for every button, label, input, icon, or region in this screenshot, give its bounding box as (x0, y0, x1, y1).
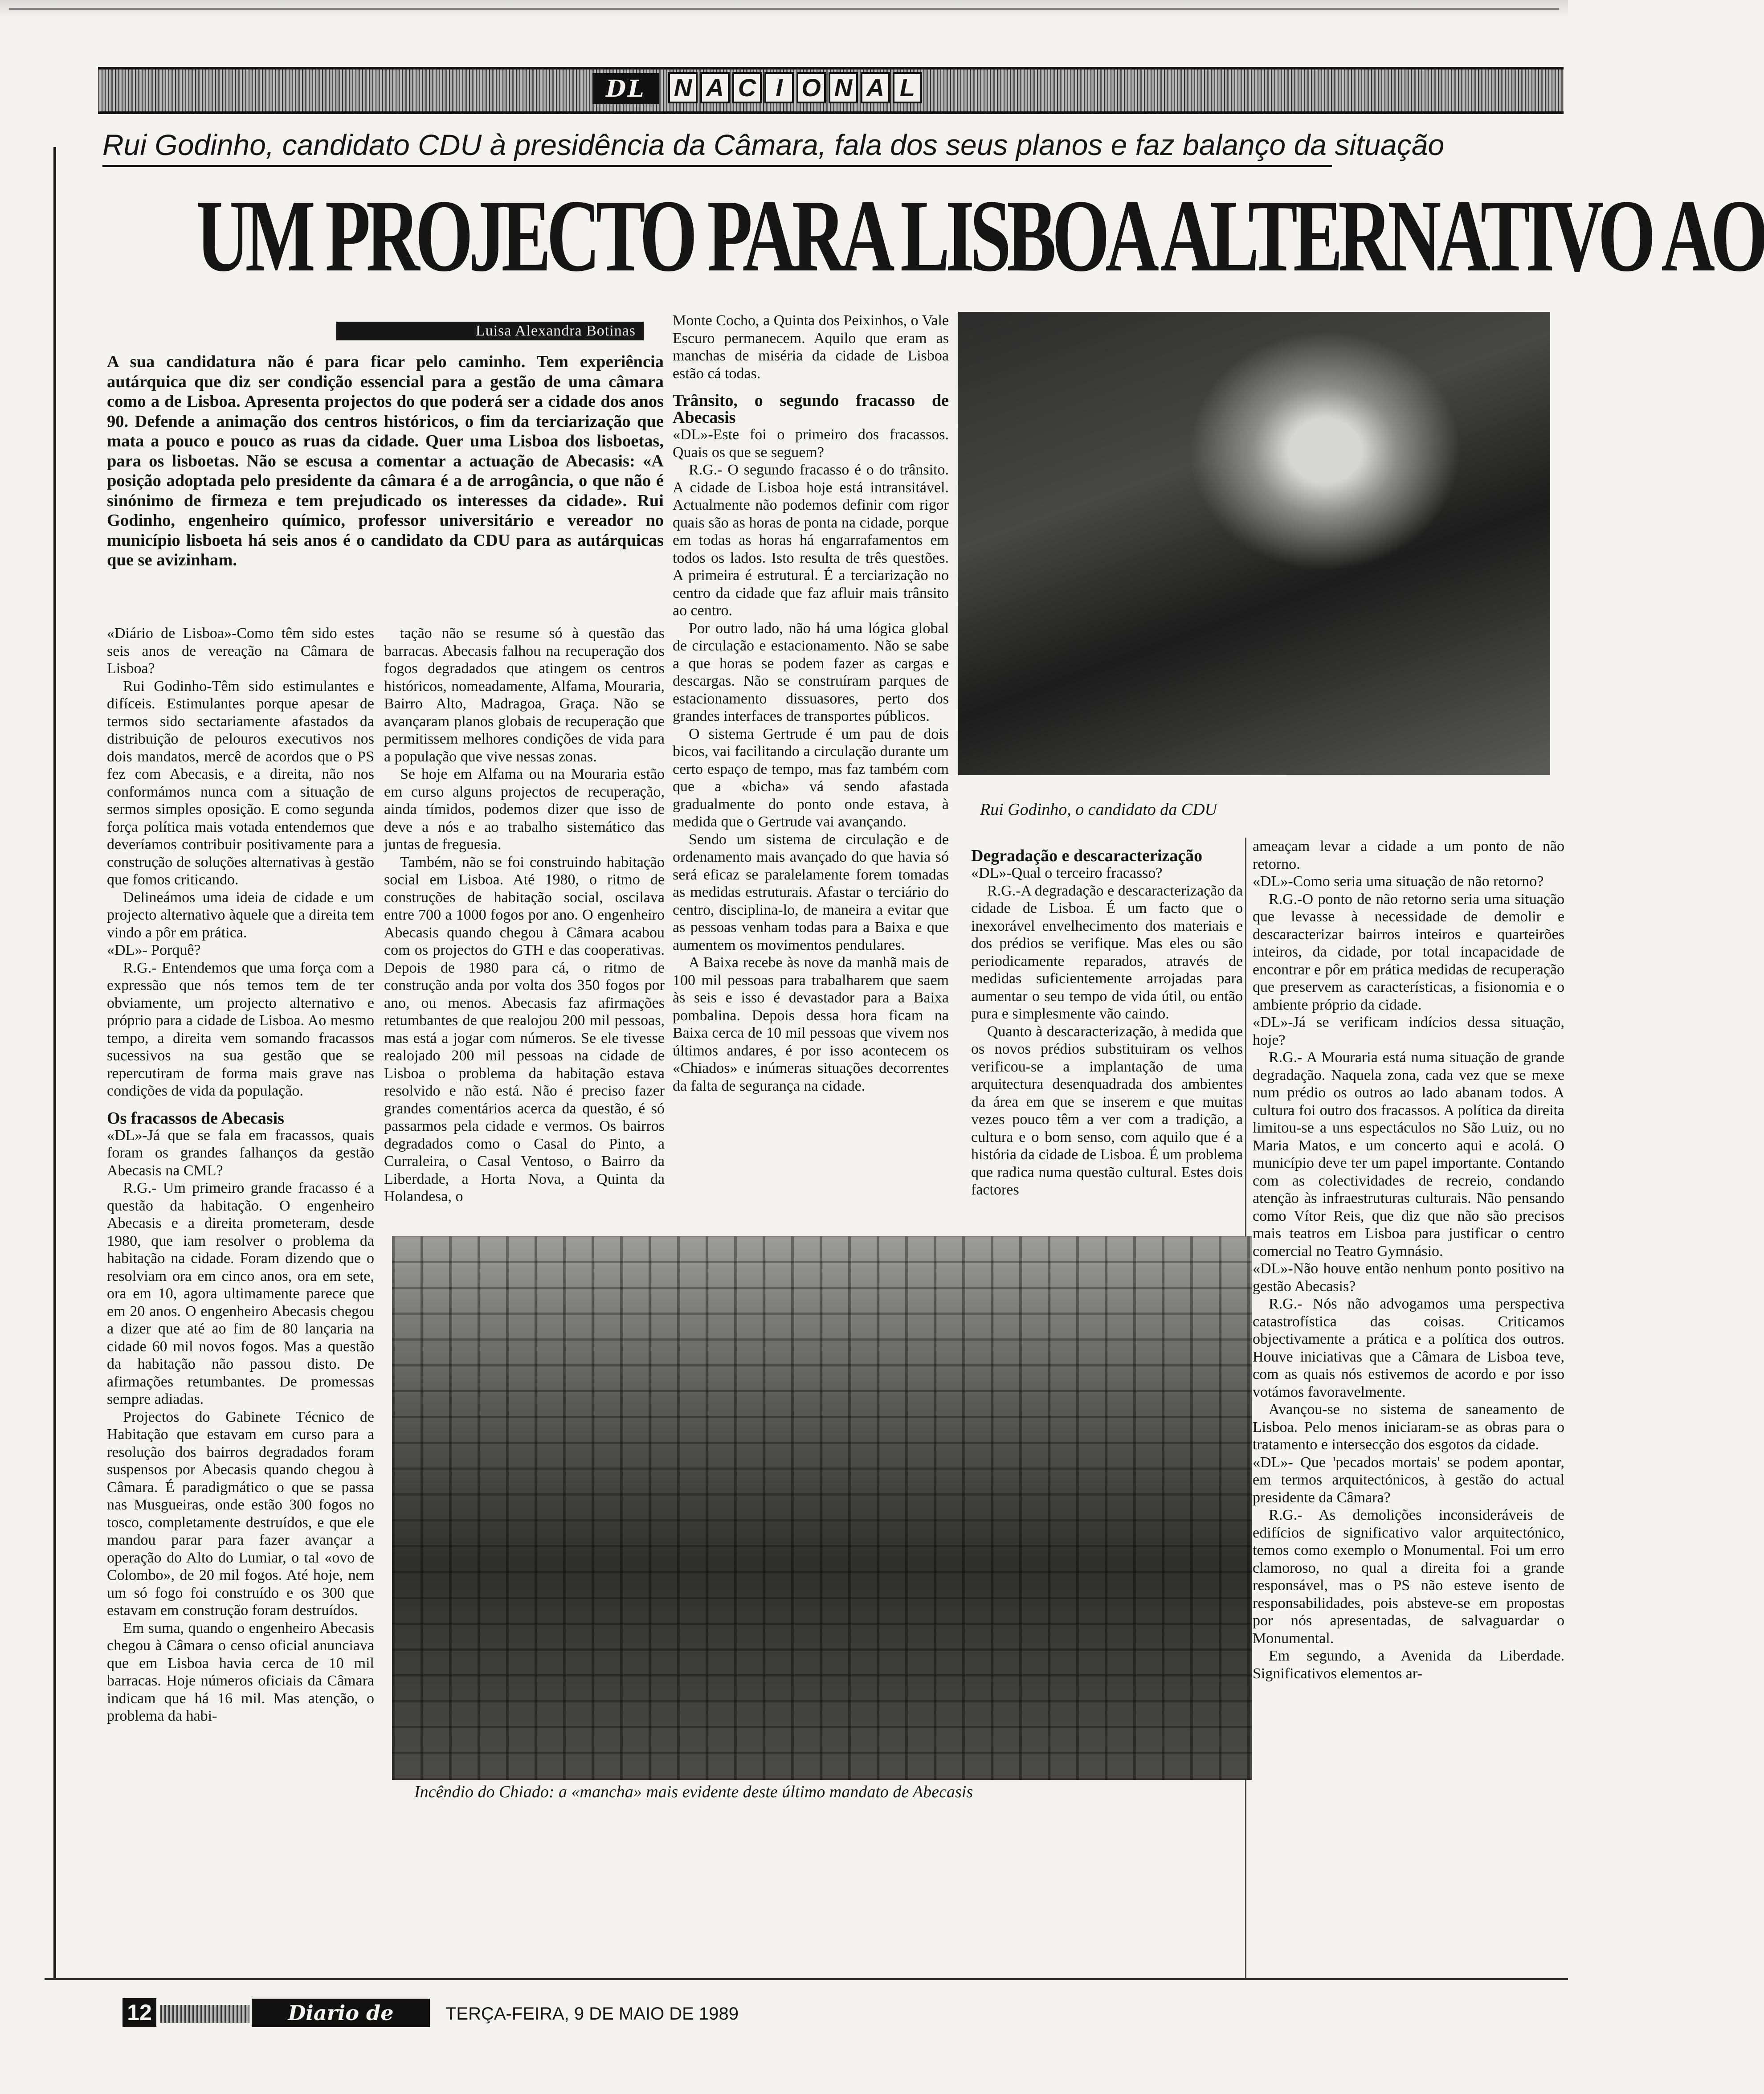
interview-question: «DL»-Como seria uma situação de não retorno? (1253, 873, 1544, 890)
article-column-3 (673, 312, 949, 1225)
paragraph: A Baixa recebe às nove da manhã mais de 100 mil pessoas para trabalharem que saem às seis e isso é devastador para a Baixa pombalina. Depois dessa hora ficam na Baixa cerca de 10 mil pessoas que vivem nos últimos andares, é por isso acontecem os «Chiados» e inúmeras situações decorrentes da falta de segurança na cidade. (673, 954, 949, 1094)
interview-question: «DL»-Este foi o primeiro dos fracassos. Quais os que se seguem? (673, 426, 949, 461)
page-number: 12 (122, 1998, 156, 2027)
paragraph: Se hoje em Alfama ou na Mouraria estão em curso alguns projectos de recuperação, ainda tímidos, podemos dizer que isso de deve a nós e ao trabalho sistemático das juntas de freguesia. (384, 766, 665, 853)
footer-pattern (160, 2005, 249, 2023)
article-column-4 (971, 838, 1243, 1230)
newspaper-masthead: Diario de Lisboa (252, 1999, 430, 2027)
paragraph: Projectos do Gabinete Técnico de Habitação que estavam em curso para a resolução dos bairros degradados foram suspensos por Abecasis quando chegou à Câmara. É paradigmático o que se passa nas Musgueiras, onde estão 300 fogos no tosco, completamente destruídos, e que ele mandou parar para fazer avançar a operação do Alto do Lumiar, o tal «ovo de Colombo», de 20 mil fogos. Até hoje, nem um só fogo foi construído e os 300 que estavam em construção foram destruídos. (107, 1408, 374, 1619)
paragraph: ameaçam levar a cidade a um ponto de não retorno. (1253, 838, 1564, 872)
section-letter: O (796, 72, 826, 103)
section-title (668, 72, 925, 104)
section-letter: I (764, 72, 794, 103)
section-letter: C (732, 72, 762, 103)
interview-question: «DL»-Qual o terceiro fracasso? (971, 865, 1163, 881)
paragraph: Por outro lado, não há uma lógica global de circulação e estacionamento. Não se sabe a que horas se podem fazer as cargas e descargas. Não se construíram parques de estacionamento dissuasores, perto dos grandes interfaces de transportes públicos. (673, 620, 949, 724)
paragraph: Em suma, quando o engenheiro Abecasis chegou à Câmara o censo oficial anunciava que em Lisboa havia cerca de 10 mil barracas. Hoje números oficiais da Câmara indicam que há 16 mil. Mas atenção, o problema da habi- (107, 1620, 374, 1724)
article-column-5 (1253, 838, 1564, 1978)
interview-question: «Diário de Lisboa»-Como têm sido estes seis anos de vereação na Câmara de Lisboa? (107, 625, 374, 677)
paragraph: Quanto à descaracterização, à medida que os novos prédios substituiram os velhos verificou-se a implantação de uma arquitectura desenquadrada dos ambientes da área em que se inserem e que muitas vezes pouco têm a ver com a tradição, a cultura e o bom senso, com aquilo que é a história da cidade de Lisboa. É um problema que radica numa questão cultural. Estes dois factores (971, 1023, 1243, 1198)
footer-rule (45, 1978, 1568, 1980)
paragraph: tação não se resume só à questão das barracas. Abecasis falhou na recuperação dos fogos degradados que atingem os centros históricos, nomeadamente, Alfama, Mouraria, Bairro Alto, Madragoa, Graça. Não se avançaram planos globais de recuperação que permitissem melhores condições de vida para a população que vive nessas zonas. (384, 625, 665, 765)
headline: UM PROJECTO PARA LISBOA ALTERNATIVO AO (196, 179, 1764, 293)
paragraph: R.G.-A degradação e descaracterização da cidade de Lisboa. É um facto que o inexorável envelhecimento dos materiais e dos prédios se verifique. Mas eles ou são periodicamente reparados, através de medidas suficientemente arrojadas para aumentar o seu tempo de vida útil, ou então pura e simplesmente vão caindo. (971, 882, 1243, 1022)
section-letter: N (668, 72, 698, 103)
photo-caption: Rui Godinho, o candidato da CDU (980, 800, 1217, 819)
paragraph: R.G.- Entendemos que uma força com a expressão que nós temos tem de ter obviamente, um projecto alternativo e próprio para a cidade de Lisboa. Ao mesmo tempo, a direita vem somando fracassos sucessivos na sua gestão que se repercutiram de forma mais grave nas condições de vida da população. (107, 959, 374, 1099)
paragraph: R.G.- Nós não advogamos uma perspectiva catastrofística das coisas. Criticamos objectivamente a prática e a política dos outros. Houve iniciativas que a Câmara de Lisboa teve, com as quais nós estivemos de acordo e por isso votámos favoravelmente. (1253, 1296, 1564, 1400)
scan-edge-line (9, 8, 1559, 10)
interview-question: «DL»- Que 'pecados mortais' se podem apontar, em termos arquitectónicos, à gestão do actual presidente da Câmara? (1253, 1454, 1564, 1506)
paragraph: R.G.- As demolições inconsideráveis de edifícios de significativo valor arquitectónico, temos como exemplo o Monumental. Foi um erro clamoroso, no qual a direita foi a grande responsável, mas o PS não esteve isento de responsabilidades, pois absteve-se em propostas por nós apresentadas, de salvaguardar o Monumental. (1253, 1507, 1564, 1647)
column-rule (53, 147, 56, 1978)
subheading: Degradação e descaracterização (971, 847, 1203, 865)
interview-question: «DL»- Porquê? (107, 942, 201, 958)
lead-paragraph: A sua candidatura não é para ficar pelo caminho. Tem experiência autárquica que diz ser condição essencial para a gestão de uma câmara como a de Lisboa. Apresenta projectos do que poderá ser a cidade dos anos 90. Defende a animação dos centros históricos, o fim da terciarização que mata a pouco e pouco as ruas da cidade. Quer uma Lisboa dos lisboetas, para os lisboetas. Não se escusa a comentar a actuação de Abecasis: «A posição adoptada pelo presidente da câmara é a de arrogância, o que não é sinónimo de firmeza e tem prejudicado os interesses da cidade». Rui Godinho, engenheiro químico, professor universitário e vereador no município lisboeta há seis anos é o candidato da CDU para as autárquicas que se avizinham. (107, 352, 664, 569)
article-column-2 (384, 625, 665, 1222)
article-column-1 (107, 625, 374, 1979)
paragraph: Sendo um sistema de circulação e de ordenamento mais avançado do que havia só será eficaz se paralelamente forem tomadas as medidas estruturais. Afastar o terciário do centro, disciplina-lo, de maneira a evitar que as pessoas venham todas para a Baixa e que aumentem os movimentos pendulares. (673, 831, 949, 953)
interview-question: «DL»-Já que se fala em fracassos, quais foram os grandes falhanços da gestão Abecasis na CML? (107, 1127, 374, 1179)
paragraph: Delineámos uma ideia de cidade e um projecto alternativo àquele que a direita tem vindo a pôr em prática. (107, 889, 374, 941)
paragraph: O sistema Gertrude é um pau de dois bicos, vai facilitando a circulação durante um certo espaço de tempo, mas faz também com que a «bicha» vá sendo afastada gradualmente do ponto onde estava, à medida que o Gertrude vai avançando. (673, 725, 949, 830)
photo-caption: Incêndio do Chiado: a «mancha» mais evidente deste último mandato de Abecasis (414, 1783, 973, 1801)
subheading: Os fracassos de Abecasis (107, 1108, 284, 1128)
paragraph: R.G.- O segundo fracasso é o do trânsito. A cidade de Lisboa hoje está intransitável. Actualmente não podemos definir com rigor quais são as horas de ponta na cidade, porque em todas as horas há engarrafamentos em todos os lados. Isto resulta de três questões. A primeira é estrutural. É a terciarização no centro da cidade que faz afluir mais trânsito ao centro. (673, 462, 949, 619)
dl-logo: DL (592, 73, 659, 104)
interview-question: «DL»-Já se verificam indícios dessa situação, hoje? (1253, 1014, 1564, 1048)
byline: Luisa Alexandra Botinas (336, 322, 644, 340)
issue-date: TERÇA-FEIRA, 9 DE MAIO DE 1989 (445, 2004, 739, 2024)
paragraph: Avançou-se no sistema de saneamento de Lisboa. Pelo menos iniciaram-se as obras para o tratamento e intersecção dos esgotos da cidade. (1253, 1401, 1564, 1453)
paragraph: R.G.- A Mouraria está numa situação de grande degradação. Naquela zona, cada vez que se mexe num prédio os outros ao lado abanam todos. A cultura foi outro dos fracassos. A política da direita limitou-se a uns espectáculos no São Luiz, ou no Maria Matos, e um concerto aqui e acolá. O município deve ter um papel importante. Contando com as colectividades de recreio, condando atenção às infraestruturas culturais. Não pensando como Vítor Reis, que diz que não são precisos mais teatros em Lisboa para justificar o centro comercial no Teatro Gymnásio. (1253, 1049, 1564, 1260)
paragraph: Rui Godinho-Têm sido estimulantes e difíceis. Estimulantes porque apesar de termos sido sectariamente afastados da distribuição de pelouros executivos nos dois mandatos, mercê de acordos que o PS fez com Abecasis, e a direita, não nos conformámos nunca com a situação de sermos simples oposição. E como segunda força política mais votada entendemos que deveríamos contribuir positivamente para a construção de soluções alternativas à gestão que fomos criticando. (107, 678, 374, 888)
section-letter: A (700, 72, 730, 103)
section-letter: L (893, 72, 922, 103)
chiado-fire-photo (392, 1236, 1252, 1780)
paragraph: R.G.- Um primeiro grande fracasso é a questão da habitação. O engenheiro Abecasis e a direita prometeram, desde 1980, que iam resolver o problema da habitação na cidade. Foram dizendo que o resolviam ora em cinco anos, ora em sete, ora em 10, agora ultimamente parece que em 20 anos. O engenheiro Abecasis chegou a dizer que até ao fim de 80 lançaria na cidade 60 mil novos fogos. Mas a questão da habitação não passou disto. De afirmações retumbantes. De promessas sempre adiadas. (107, 1180, 374, 1407)
section-letter: A (861, 72, 890, 103)
paragraph: Monte Cocho, a Quinta dos Peixinhos, o Vale Escuro permanecem. Aquilo que eram as manchas de miséria da cidade de Lisboa estão cá todas. (673, 312, 949, 382)
paragraph: R.G.-O ponto de não retorno seria uma situação que levasse à necessidade de demolir e descaracterizar bairros inteiros e quarteirões inteiros, da cidade, por total incapacidade de encontrar e pôr em prática medidas de recuperação que preservem as características, a fisionomia e o ambiente próprio da cidade. (1253, 891, 1564, 1013)
subheading: Trânsito, o segundo fracasso de Abecasis (673, 391, 949, 427)
paragraph: Em segundo, a Avenida da Liberdade. Significativos elementos ar- (1253, 1648, 1564, 1682)
interview-question: «DL»-Não houve então nenhum ponto positivo na gestão Abecasis? (1253, 1260, 1564, 1295)
section-letter: N (829, 72, 858, 103)
portrait-photo (958, 312, 1550, 775)
kicker-subheadline: Rui Godinho, candidato CDU à presidência da Câmara, fala dos seus planos e faz balanço da situação (102, 125, 1332, 167)
paragraph: Também, não se foi construindo habitação social em Lisboa. Até 1980, o ritmo de construções de habitação social, oscilava entre 700 a 1000 fogos por ano. O engenheiro Abecasis quando chegou à Câmara acabou com os projectos do GTH e das cooperativas. Depois de 1980 para cá, o ritmo de construção anda por volta dos 350 fogos por ano, ou menos. Abecasis faz afirmações retumbantes de que realojou 200 mil pessoas, mas está a jogar com números. Se ele tivesse realojado 200 mil pessoas na cidade de Lisboa o problema da habitação estava resolvido e não está. Não é preciso fazer grandes comentários acerca da questão, é só passarmos pela cidade e vermos. Os bairros degradados como o Casal do Pinto, a Curraleira, o Casal Ventoso, o Bairro da Liberdade, a Horta Nova, a Quinta da Holandesa, o (384, 854, 665, 1205)
